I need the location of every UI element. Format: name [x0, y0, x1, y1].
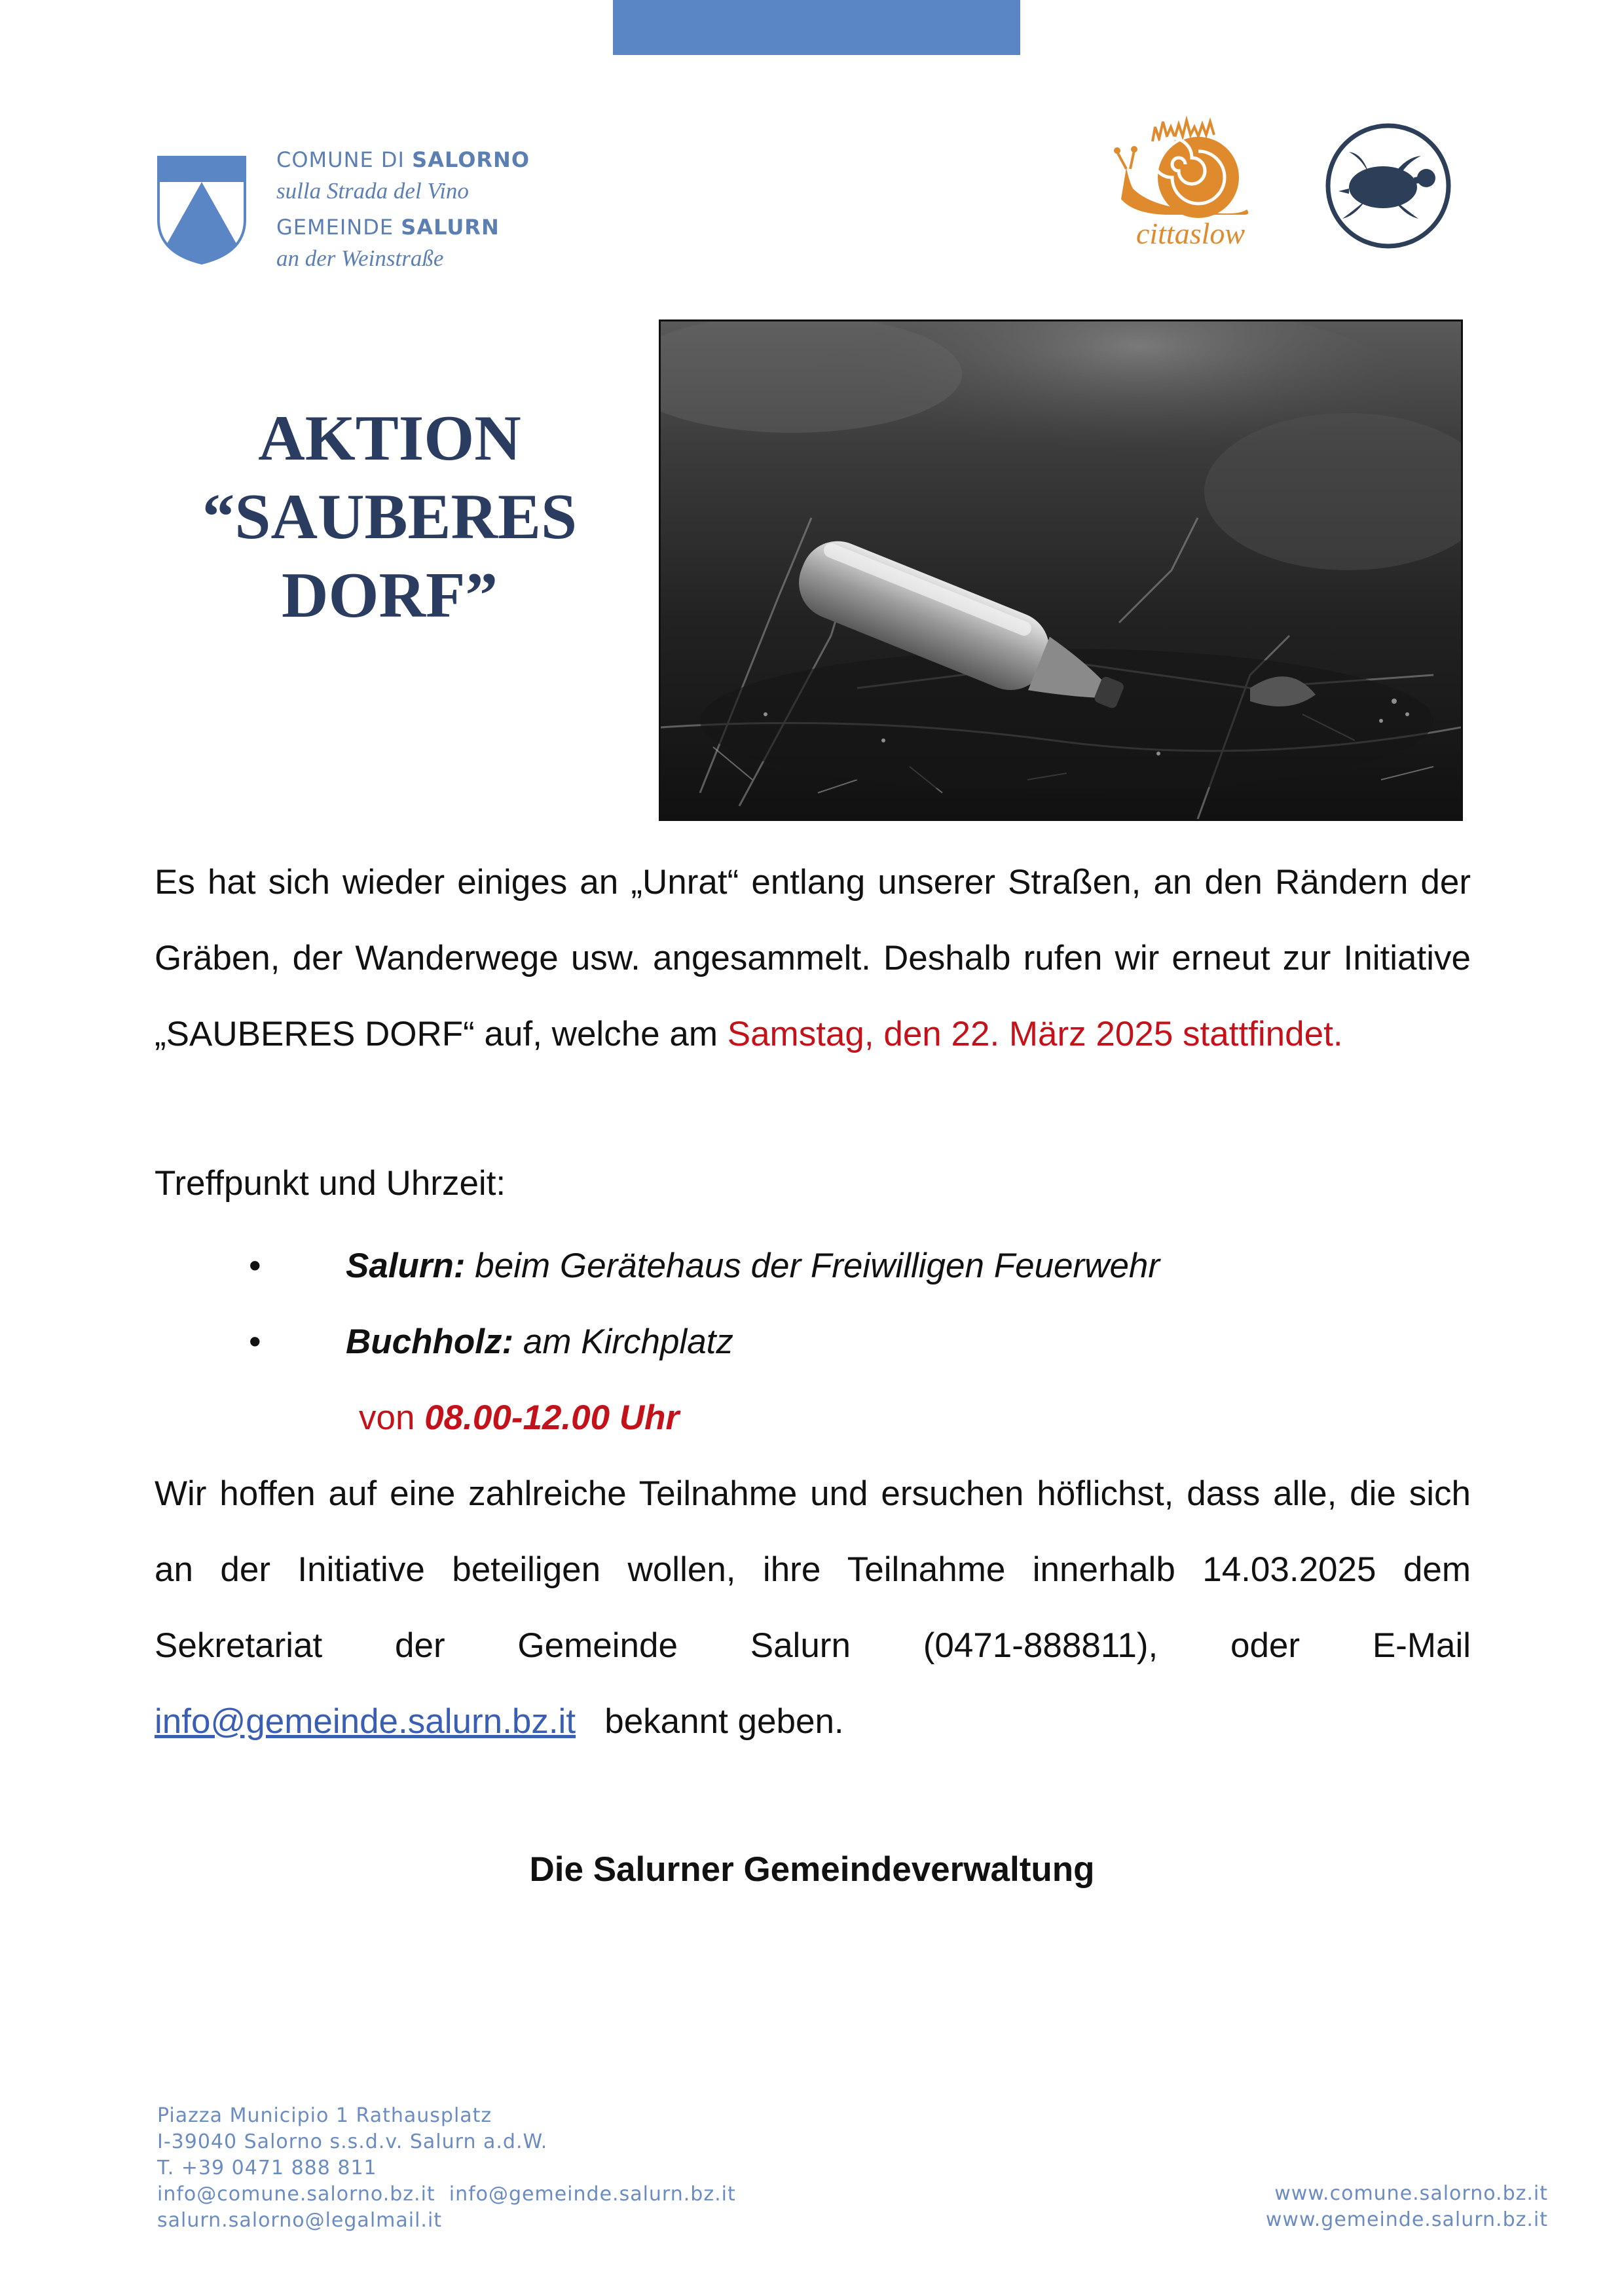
footer-pec: salurn.salorno@legalmail.it	[157, 2209, 443, 2232]
bottle-photo	[659, 319, 1463, 821]
page-title	[157, 399, 622, 635]
footer-websites	[1113, 2181, 1548, 2233]
intro-text: Es hat sich wieder einiges an „Unrat“ entlang unserer Straßen, an den Rändern der Gräben, der Wanderwege usw. angesammelt. Deshalb rufen wir erneut zur Initiative „SAUBERES DORF“ auf, welche am	[155, 863, 1471, 1053]
footer-address-line-1: Piazza Municipio 1 Rathausplatz	[157, 2104, 492, 2127]
email-link[interactable]: info@gemeinde.salurn.bz.it	[155, 1702, 576, 1741]
meeting-place: Buchholz:	[346, 1322, 514, 1361]
registration-text: Wir hoffen auf eine zahlreiche Teilnahme und ersuchen höflichst, dass alle, die sich an der Initiative beteiligen wollen, ihre Teilnahme innerhalb 14.03.2025 dem Sekretariat der Gemeinde Salurn (0471-888811), oder E-Mail	[155, 1474, 1471, 1665]
footer-web-2[interactable]: www.gemeinde.salurn.bz.it	[1265, 2208, 1548, 2231]
footer-web-1[interactable]: www.comune.salorno.bz.it	[1274, 2182, 1548, 2205]
footer-address	[157, 2103, 736, 2234]
salorno-crest-icon	[156, 155, 248, 266]
signature: Die Salurner Gemeindeverwaltung	[529, 1850, 1095, 1889]
registration-paragraph	[155, 1456, 1471, 1760]
turtle-icon	[1323, 120, 1454, 251]
bullet-icon: •	[249, 1322, 261, 1361]
event-date: Samstag, den 22. März 2025 stattfindet.	[727, 1015, 1343, 1053]
time-prefix: von	[359, 1398, 425, 1437]
meeting-point-salurn	[346, 1228, 1160, 1304]
meeting-label: Treffpunkt und Uhrzeit:	[155, 1164, 506, 1203]
bullet-icon: •	[249, 1247, 261, 1285]
footer-address-line-2: I-39040 Salorno s.s.d.v. Salurn a.d.W.	[157, 2130, 548, 2153]
cittaslow-logo-text: cittaslow	[1135, 217, 1246, 250]
footer-phone: T. +39 0471 888 811	[157, 2157, 377, 2179]
logo-line-strada: sulla Strada del Vino	[276, 178, 469, 204]
time-value: 08.00-12.00 Uhr	[424, 1398, 680, 1437]
registration-suffix: bekannt geben.	[576, 1702, 844, 1741]
meeting-time	[359, 1380, 679, 1456]
municipality-logo-text	[276, 149, 643, 284]
title-line-3: DORF”	[282, 560, 498, 631]
intro-paragraph	[155, 845, 1471, 1072]
snail-icon	[1107, 115, 1264, 253]
logo-line-comune: COMUNE DI SALORNO	[276, 147, 530, 172]
meeting-place: Salurn:	[346, 1247, 466, 1285]
meeting-detail: beim Gerätehaus der Freiwilligen Feuerwehr	[465, 1247, 1160, 1285]
title-line-2: “SAUBERES	[202, 481, 578, 553]
top-accent-bar	[613, 0, 1020, 55]
logo-line-gemeinde: GEMEINDE SALURN	[276, 215, 500, 240]
meeting-detail: am Kirchplatz	[513, 1322, 733, 1361]
meeting-point-buchholz	[346, 1304, 733, 1380]
footer-emails: info@comune.salorno.bz.it info@gemeinde.salurn.bz.it	[157, 2183, 736, 2206]
logo-line-weinstrasse: an der Weinstraße	[276, 246, 444, 271]
title-line-1: AKTION	[258, 403, 521, 474]
